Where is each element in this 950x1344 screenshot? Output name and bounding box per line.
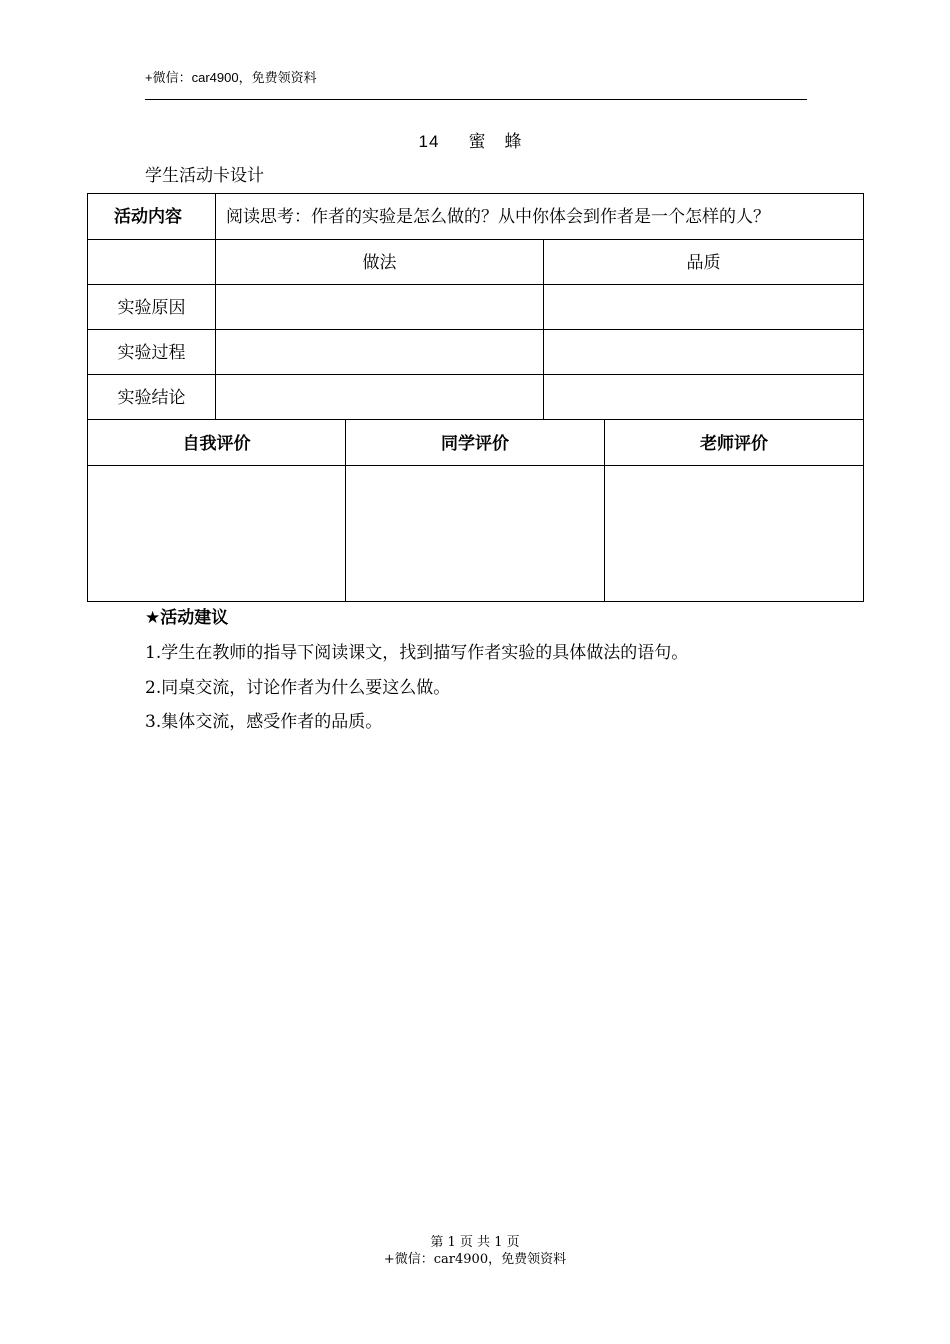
section-subtitle: 学生活动卡设计 <box>145 166 264 185</box>
teacher-evaluation-header: 老师评价 <box>605 420 864 466</box>
evaluation-table <box>87 419 864 602</box>
row-label-process: 实验过程 <box>88 330 216 375</box>
self-evaluation-header: 自我评价 <box>88 420 346 466</box>
content-row <box>88 194 864 240</box>
conclusion-method-cell[interactable] <box>216 375 544 420</box>
empty-corner-cell <box>88 240 216 285</box>
page-number: 第 1 页 共 1 页 <box>430 1235 520 1250</box>
col-method-header: 做法 <box>216 240 544 285</box>
suggestions-title: ★活动建议 <box>145 608 229 627</box>
title-number: 14 <box>418 132 440 151</box>
peer-evaluation-header: 同学评价 <box>346 420 605 466</box>
self-evaluation-cell[interactable] <box>88 466 346 602</box>
table-row <box>88 330 864 375</box>
content-label: 活动内容 <box>88 194 216 240</box>
reason-method-cell[interactable] <box>216 285 544 330</box>
row-label-conclusion: 实验结论 <box>88 375 216 420</box>
header-note: +微信：car4900，免费领资料 <box>145 70 317 85</box>
teacher-evaluation-cell[interactable] <box>605 466 864 602</box>
table-row <box>88 375 864 420</box>
title-char-1: 蜜 <box>468 132 487 151</box>
activity-table <box>87 193 864 420</box>
header-row <box>88 240 864 285</box>
header-divider <box>145 99 807 100</box>
process-quality-cell[interactable] <box>544 330 864 375</box>
reason-quality-cell[interactable] <box>544 285 864 330</box>
evaluation-body-row <box>88 466 864 602</box>
col-quality-header: 品质 <box>544 240 864 285</box>
suggestion-item: 1.学生在教师的指导下阅读课文，找到描写作者实验的具体做法的语句。 <box>145 643 689 663</box>
page-title <box>0 127 950 152</box>
evaluation-header-row <box>88 420 864 466</box>
conclusion-quality-cell[interactable] <box>544 375 864 420</box>
footer-note: +微信：car4900，免费领资料 <box>383 1252 567 1267</box>
suggestion-item: 3.集体交流，感受作者的品质。 <box>145 712 383 732</box>
content-text: 阅读思考：作者的实验是怎么做的？从中你体会到作者是一个怎样的人？ <box>216 194 864 240</box>
process-method-cell[interactable] <box>216 330 544 375</box>
title-char-2: 蜂 <box>504 132 523 151</box>
table-row <box>88 285 864 330</box>
peer-evaluation-cell[interactable] <box>346 466 605 602</box>
row-label-reason: 实验原因 <box>88 285 216 330</box>
suggestion-item: 2.同桌交流，讨论作者为什么要这么做。 <box>145 678 451 698</box>
